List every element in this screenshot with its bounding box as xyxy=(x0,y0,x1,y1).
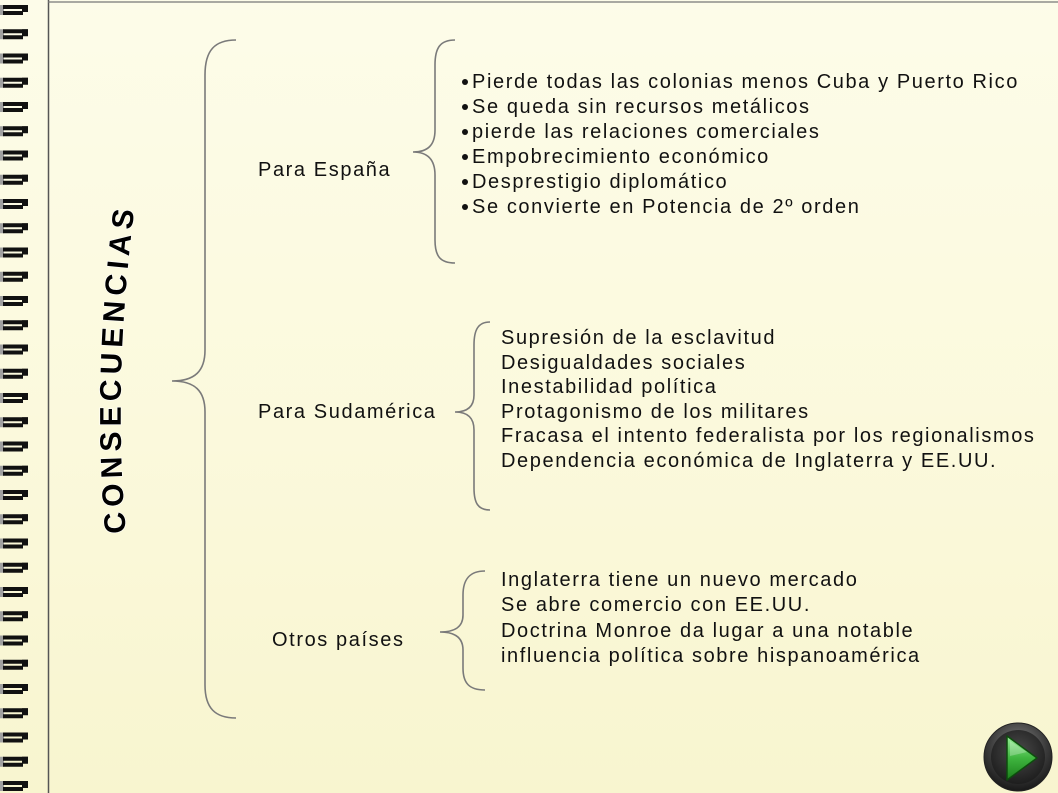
binding-ring xyxy=(0,175,28,185)
title-text xyxy=(95,202,142,535)
binding-ring xyxy=(0,563,28,573)
brace-espana xyxy=(413,40,455,263)
binding-ring xyxy=(0,151,28,161)
list-item: Dependencia económica de Inglaterra y EE.UU. xyxy=(501,449,998,472)
bullet-icon xyxy=(462,104,468,110)
binding-ring xyxy=(0,29,28,39)
brace-sudamerica xyxy=(455,322,490,510)
binding-ring xyxy=(0,102,28,112)
binding-ring xyxy=(0,393,28,403)
list-otros-paises xyxy=(501,568,921,669)
binding-ring xyxy=(0,417,28,427)
bullet-icon xyxy=(462,129,468,135)
branch-label-otros-paises: Otros países xyxy=(272,629,405,651)
item-text: pierde las relaciones comerciales xyxy=(472,121,821,143)
list-item: Protagonismo de los militares xyxy=(501,400,810,423)
binding-ring xyxy=(0,466,28,476)
list-item xyxy=(462,95,1019,120)
binding-ring xyxy=(0,272,28,282)
bullet-icon xyxy=(462,179,468,185)
list-item: Supresión de la esclavitud xyxy=(501,327,777,349)
binding-ring xyxy=(0,223,28,233)
binding-ring xyxy=(0,199,28,209)
list-item: Doctrina Monroe da lugar a una notable xyxy=(501,619,915,642)
binding-ring xyxy=(0,320,28,330)
item-text: Pierde todas las colonias menos Cuba y Puerto Rico xyxy=(472,71,1019,93)
list-item xyxy=(462,145,1019,170)
brace-main xyxy=(172,40,236,718)
branch-label-sudamerica: Para Sudamérica xyxy=(258,401,437,423)
binding-ring xyxy=(0,296,28,306)
list-item: Inestabilidad política xyxy=(501,376,718,399)
list-item: Se abre comercio con EE.UU. xyxy=(501,594,811,617)
binding-ring xyxy=(0,369,28,379)
binding-ring xyxy=(0,611,28,621)
item-text: Desprestigio diplomático xyxy=(472,171,729,193)
title-consecuencias: CONSECUENCIAS xyxy=(94,202,142,535)
binding-ring xyxy=(0,5,28,15)
binding-ring xyxy=(0,514,28,524)
list-item xyxy=(462,70,1019,95)
binding-rings xyxy=(0,0,48,793)
play-next-icon xyxy=(983,722,1053,792)
next-slide-button[interactable] xyxy=(983,722,1053,792)
binding-ring xyxy=(0,660,28,670)
list-item: Fracasa el intento federalista por los regionalismos xyxy=(501,425,1036,448)
binding-ring xyxy=(0,345,28,355)
list-item: Inglaterra tiene un nuevo mercado xyxy=(501,569,859,591)
binding-ring xyxy=(0,684,28,694)
item-text: Se queda sin recursos metálicos xyxy=(472,96,811,118)
binding-ring xyxy=(0,126,28,136)
branch-label-espana: Para España xyxy=(258,159,392,181)
list-item xyxy=(462,170,1019,195)
list-item xyxy=(462,120,1019,145)
binding-ring xyxy=(0,781,28,791)
item-text: Empobrecimiento económico xyxy=(472,146,770,168)
spiral-binding xyxy=(0,0,48,793)
binding-ring xyxy=(0,539,28,549)
binding-ring xyxy=(0,490,28,500)
binding-ring xyxy=(0,733,28,743)
binding-ring xyxy=(0,78,28,88)
binding-ring xyxy=(0,248,28,258)
bullet-icon xyxy=(462,204,468,210)
list-item: influencia política sobre hispanoamérica xyxy=(501,644,921,667)
item-text: Se convierte en Potencia de 2º orden xyxy=(472,196,861,218)
binding-ring xyxy=(0,636,28,646)
list-espana xyxy=(462,70,1019,220)
binding-ring xyxy=(0,708,28,718)
binding-ring xyxy=(0,54,28,64)
list-item xyxy=(462,195,1019,220)
list-sudamerica xyxy=(501,326,1036,474)
brace-otros-paises xyxy=(440,571,485,690)
binding-ring xyxy=(0,442,28,452)
list-item: Desigualdades sociales xyxy=(501,351,747,374)
binding-ring xyxy=(0,757,28,767)
bullet-icon xyxy=(462,154,468,160)
binding-ring xyxy=(0,587,28,597)
bullet-icon xyxy=(462,79,468,85)
